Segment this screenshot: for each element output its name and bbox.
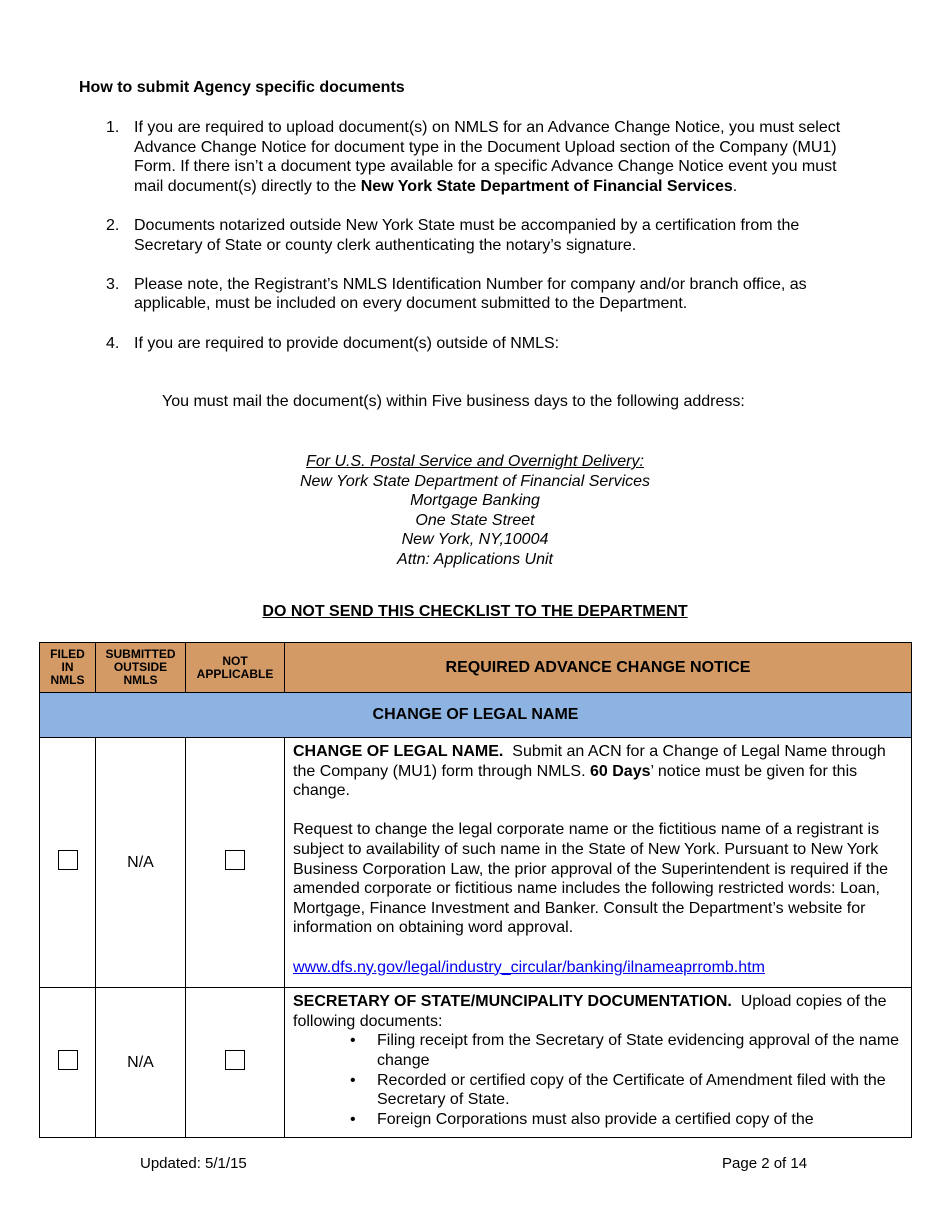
address-line: One State Street	[415, 511, 535, 529]
filed-cell	[40, 738, 96, 988]
requirement-title: CHANGE OF LEGAL NAME.	[293, 743, 504, 760]
col-header-not-applicable: NOT APPLICABLE	[186, 643, 285, 693]
document-bullet-list	[293, 1031, 903, 1129]
item-bold-text: New York State Department of Financial Services	[360, 177, 733, 195]
dfs-website-link[interactable]: www.dfs.ny.gov/legal/industry_circular/banking/ilnameaprromb.htm	[293, 958, 765, 976]
list-item: • Foreign Corporations must also provide a certified copy of the	[377, 1110, 903, 1130]
footer-page-number: Page 2 of 14	[722, 1155, 808, 1172]
requirement-description: CHANGE OF LEGAL NAME. Submit an ACN for a Change of Legal Name through the Company (MU1) form through NMLS. 60 Days’ notice must be given for this change. Request to change the legal corporate name or the fictitious name of a registrant is subject to availability of such name in the State of New York. Pursuant to New York Business Corporation Law, the prior approval of the Superintendent is required if the amended corporate or fictitious name includes the following restricted words: Loan, Mortgage, Finance Investment and Banker. Consult the Department’s website for information on obtaining word approval. www.dfs.ny.gov/legal/industry_circular/banking/ilnameaprromb.htm	[285, 738, 912, 988]
address-line: New York State Department of Financial Services	[299, 472, 651, 490]
list-number: 1.	[106, 119, 120, 136]
address-title: For U.S. Postal Service and Overnight Delivery:	[306, 453, 644, 470]
not-applicable-cell	[186, 988, 285, 1138]
item-text: Documents notarized outside New York State must be accompanied by a certification from the Secretary of State or county clerk authenticating the notary’s signature.	[134, 216, 800, 254]
list-number: 4.	[106, 334, 120, 352]
col-header-submitted: SUBMITTED OUTSIDE NMLS	[96, 643, 186, 693]
submitted-value: N/A	[96, 988, 186, 1138]
mail-instruction: You must mail the document(s) within Five business days to the following address:	[162, 393, 745, 410]
not-applicable-checkbox[interactable]	[225, 1050, 245, 1070]
list-item	[106, 334, 866, 354]
table-row	[40, 988, 912, 1138]
requirement-title: SECRETARY OF STATE/MUNCIPALITY DOCUMENTATION.	[293, 993, 732, 1011]
warning-heading: DO NOT SEND THIS CHECKLIST TO THE DEPARTMENT	[262, 603, 688, 620]
section-row	[40, 693, 912, 738]
mailing-address	[0, 452, 950, 570]
col-header-required: REQUIRED ADVANCE CHANGE NOTICE	[285, 643, 912, 693]
footer-updated: Updated: 5/1/15	[140, 1155, 247, 1172]
list-item	[106, 275, 866, 314]
item-text: Please note, the Registrant’s NMLS Identification Number for company and/or branch office, as applicable, must be included on every document submitted to the Department.	[134, 275, 807, 313]
filed-cell	[40, 988, 96, 1138]
list-number: 3.	[106, 275, 120, 293]
address-line: Mortgage Banking	[410, 492, 540, 510]
list-number: 2.	[106, 216, 120, 234]
page-heading: How to submit Agency specific documents	[79, 79, 405, 96]
filed-checkbox[interactable]	[58, 850, 78, 870]
list-item	[106, 216, 866, 255]
table-row	[40, 738, 912, 988]
checklist-table	[39, 642, 912, 1138]
list-item	[106, 118, 866, 196]
requirement-description: SECRETARY OF STATE/MUNCIPALITY DOCUMENTATION. Upload copies of the following documents: • Filing receipt from the Secretary of State evidencing approval of the name change • Recorded or certified copy of the Certificate of Amendment filed with the Secretary of State. • Foreign Corporations must also provide a certified copy of the	[285, 988, 912, 1138]
address-line: New York, NY,10004	[401, 531, 549, 549]
list-item: • Filing receipt from the Secretary of State evidencing approval of the name change	[377, 1031, 903, 1070]
instructions-list	[106, 118, 866, 373]
item-text: If you are required to upload document(s) on NMLS for an Advance Change Notice, you must select Advance Change Notice for document type in the Document Upload section of the Company (MU1) Form. If there isn’t a document type available for a specific Advance Change Notice event you must mail document(s) directly to the	[134, 119, 841, 195]
not-applicable-cell	[186, 738, 285, 988]
requirement-paragraph: Request to change the legal corporate name or the fictitious name of a registrant is subject to availability of such name in the State of New York. Pursuant to New York Business Corporation Law, the prior approval of the Superintendent is required if the amended corporate or fictitious name includes the following restricted words: Loan, Mortgage, Finance Investment and Banker. Consult the Department’s website for information on obtaining word approval.	[293, 821, 889, 937]
list-item: • Recorded or certified copy of the Certificate of Amendment filed with the Secretary of State.	[377, 1071, 903, 1110]
not-applicable-checkbox[interactable]	[225, 850, 245, 870]
col-header-filed: FILED IN NMLS	[40, 643, 96, 693]
submitted-value: N/A	[96, 738, 186, 988]
section-title: CHANGE OF LEGAL NAME	[40, 693, 912, 738]
filed-checkbox[interactable]	[58, 1050, 78, 1070]
item-text-end: .	[732, 177, 738, 195]
address-line: Attn: Applications Unit	[397, 550, 553, 568]
table-header-row	[40, 643, 912, 693]
item-text: If you are required to provide document(s) outside of NMLS:	[134, 334, 560, 352]
